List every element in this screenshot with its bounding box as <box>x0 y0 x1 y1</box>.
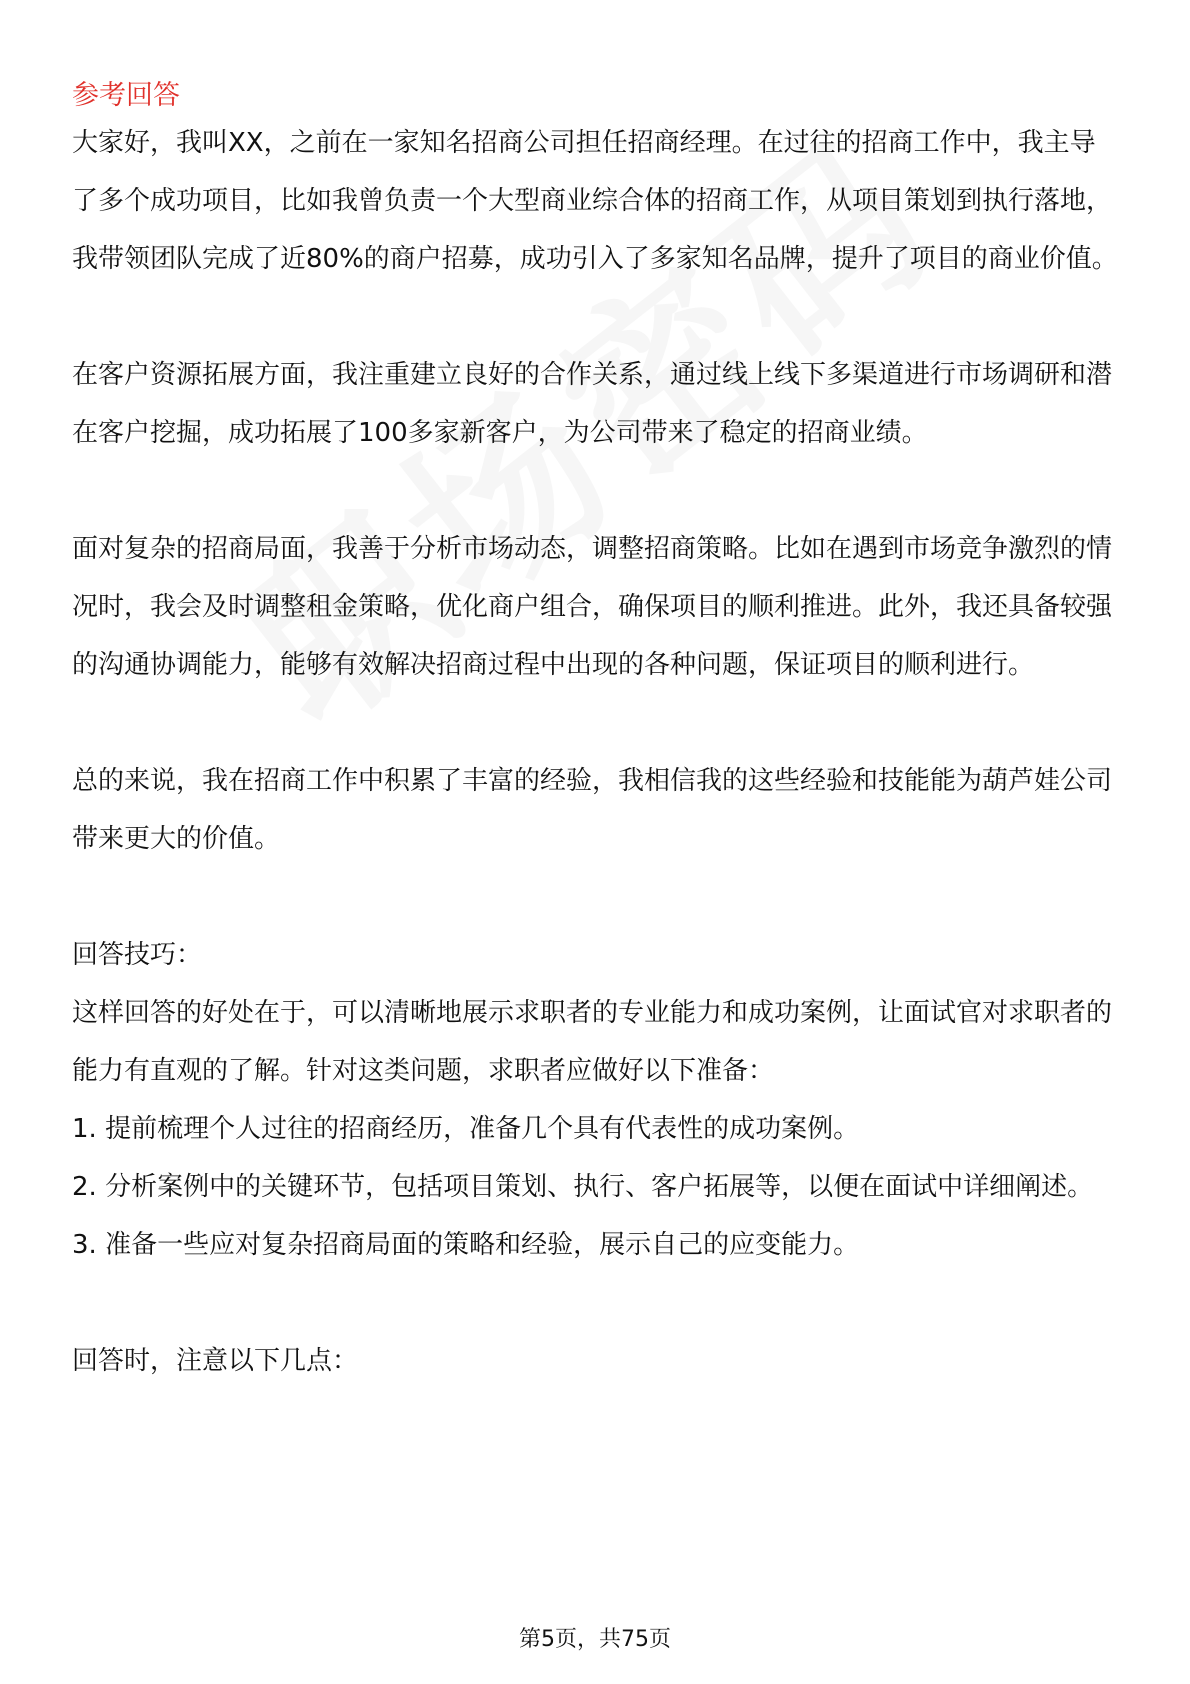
spacer <box>72 868 1118 926</box>
content <box>72 76 1118 1390</box>
spacer <box>72 288 1118 346</box>
answer-paragraph-2: 在客户资源拓展方面，我注重建立良好的合作关系，通过线上线下多渠道进行市场调研和潜在客户挖掘，成功拓展了100多家新客户，为公司带来了稳定的招商业绩。 <box>72 360 1113 448</box>
page-number: 第5页，共75页 <box>519 1627 671 1652</box>
spacer <box>72 462 1118 520</box>
answer-paragraph-3: 面对复杂的招商局面，我善于分析市场动态，调整招商策略。比如在遇到市场竞争激烈的情况时，我会及时调整租金策略，优化商户组合，确保项目的顺利推进。此外，我还具备较强的沟通协调能力，能够有效解决招商过程中出现的各种问题，保证项目的顺利进行。 <box>72 534 1113 680</box>
tips-label: 回答技巧： <box>72 940 203 970</box>
notes-label: 回答时，注意以下几点： <box>72 1346 359 1376</box>
spacer <box>72 1274 1118 1332</box>
spacer <box>72 694 1118 752</box>
tips-intro: 这样回答的好处在于，可以清晰地展示求职者的专业能力和成功案例，让面试官对求职者的能力有直观的了解。针对这类问题，求职者应做好以下准备： <box>72 998 1113 1086</box>
tips-item-1: 1. 提前梳理个人过往的招商经历，准备几个具有代表性的成功案例。 <box>72 1114 860 1144</box>
tips-item-2: 2. 分析案例中的关键环节，包括项目策划、执行、客户拓展等，以便在面试中详细阐述。 <box>72 1172 1094 1202</box>
answer-paragraph-4: 总的来说，我在招商工作中积累了丰富的经验，我相信我的这些经验和技能能为葫芦娃公司带来更大的价值。 <box>72 766 1113 854</box>
section-heading: 参考回答 <box>72 80 180 111</box>
answer-paragraph-1: 大家好，我叫XX，之前在一家知名招商公司担任招商经理。在过往的招商工作中，我主导了多个成功项目，比如我曾负责一个大型商业综合体的招商工作，从项目策划到执行落地，我带领团队完成了近80%的商户招募，成功引入了多家知名品牌，提升了项目的商业价值。 <box>72 128 1118 274</box>
tips-item-3: 3. 准备一些应对复杂招商局面的策略和经验，展示自己的应变能力。 <box>72 1230 860 1260</box>
